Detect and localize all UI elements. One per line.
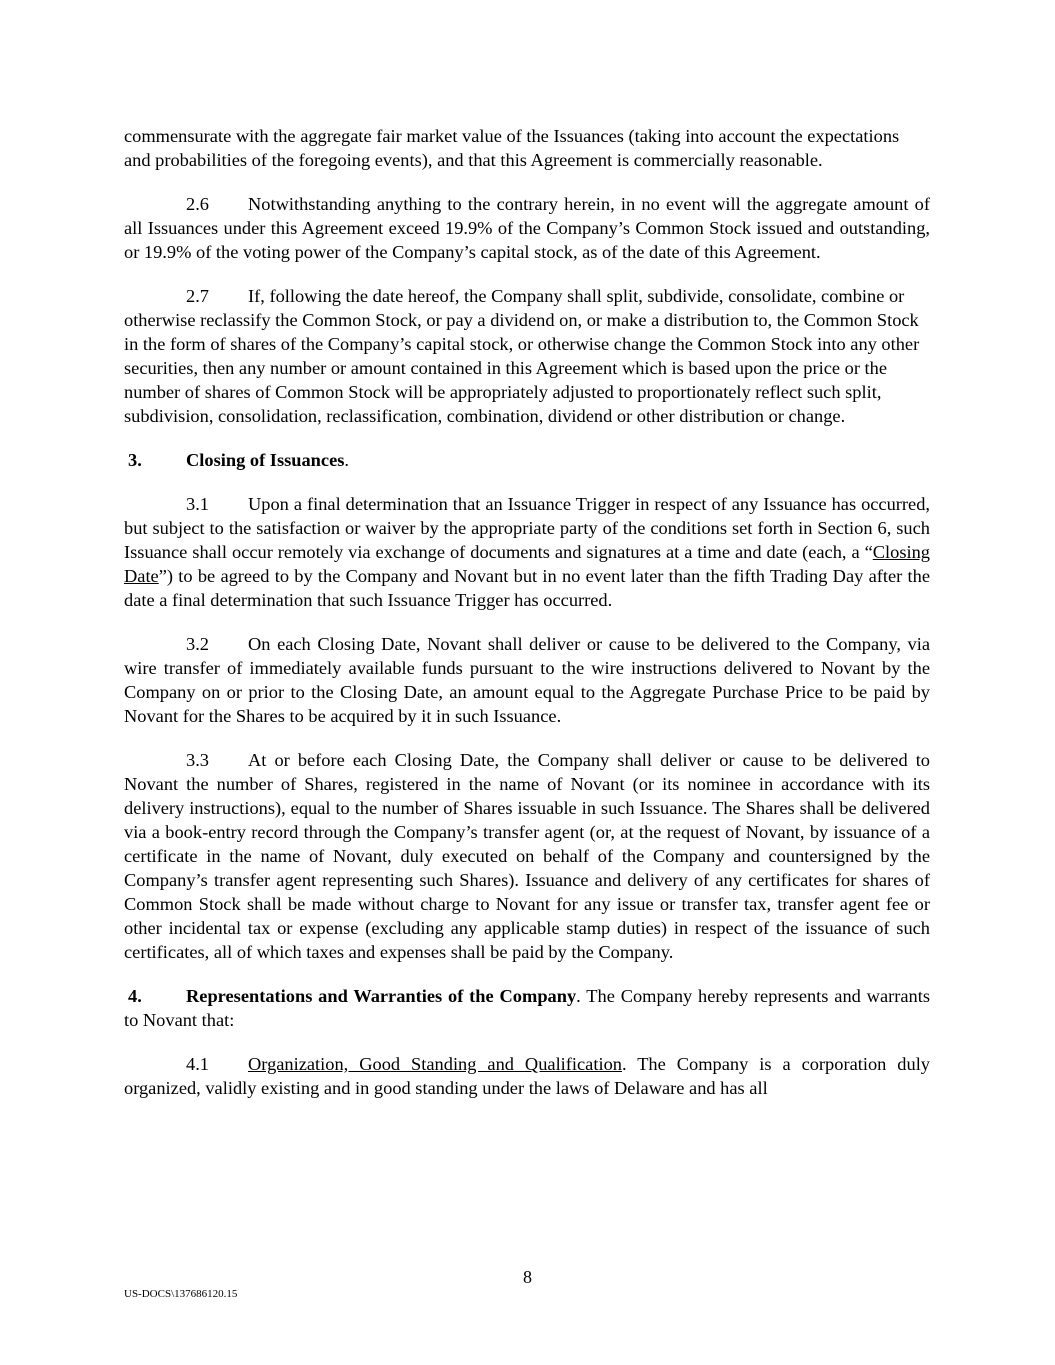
section-number: 4.	[128, 986, 142, 1006]
paragraph-3-2	[124, 632, 930, 728]
paragraph-text: Upon a final determination that an Issuance Trigger in respect of any Issuance has occurred, but subject to the satisfaction or waiver by the appropriate party of the conditions set forth in Section 6, such Issuance shall occur remotely via exchange of documents and signatures at a time and date (each, a “	[124, 494, 930, 562]
paragraph-text-cont: ”) to be agreed to by the Company and Novant but in no event later than the fifth Trading Day after the date a final determination that such Issuance Trigger has occurred.	[124, 566, 930, 610]
section-number: 2.7	[186, 286, 209, 306]
paragraph-text: . The Company is a corporation duly organized, validly existing and in good standing under the laws of Delaware and has all	[124, 1054, 931, 1098]
page-number: 8	[523, 1267, 532, 1287]
document-id-footer: US-DOCS\137686120.15	[124, 1288, 238, 1300]
section-heading-3	[124, 448, 930, 472]
paragraph-text: If, following the date hereof, the Company shall split, subdivide, consolidate, combine or otherwise reclassify the Common Stock, or pay a dividend on, or make a distribution to, the Common Stock in the form of shares of the Company’s capital stock, or otherwise change the Common Stock into any other securities, then any number or amount contained in this Agreement which is based upon the price or the number of shares of Common Stock will be appropriately adjusted to proportionately reflect such split, subdivision, consolidation, reclassification, combination, dividend or other distribution or change.	[124, 286, 920, 426]
subsection-title: Organization, Good Standing and Qualification	[248, 1054, 622, 1074]
section-title: Closing of Issuances	[186, 450, 345, 470]
section-intro-text: . The Company hereby represents and warrants to Novant that:	[124, 986, 930, 1030]
defined-term-closing-date: Closing Date	[124, 542, 930, 586]
paragraph-2-6	[124, 192, 930, 264]
section-number: 3.1	[186, 494, 209, 514]
section-number: 2.6	[186, 194, 209, 214]
paragraph-text: On each Closing Date, Novant shall deliver or cause to be delivered to the Company, via wire transfer of immediately available funds pursuant to the wire instructions delivered to Novant by the Company on or prior to the Closing Date, an amount equal to the Aggregate Purchase Price to be paid by Novant for the Shares to be acquired by it in such Issuance.	[124, 634, 930, 726]
paragraph-4-1	[124, 1052, 930, 1100]
paragraph-text: Notwithstanding anything to the contrary herein, in no event will the aggregate amount of all Issuances under this Agreement exceed 19.9% of the Company’s Common Stock issued and outstanding, or 19.9% of the voting power of the Company’s capital stock, as of the date of this Agreement.	[124, 194, 930, 262]
paragraph-2-7	[124, 284, 930, 428]
section-title: Representations and Warranties of the Company	[186, 986, 577, 1006]
paragraph-text: At or before each Closing Date, the Company shall deliver or cause to be delivered to Novant the number of Shares, registered in the name of Novant (or its nominee in accordance with its delivery instructions), equal to the number of Shares issuable in such Issuance. The Shares shall be delivered via a book-entry record through the Company’s transfer agent (or, at the request of Novant, by issuance of a certificate in the name of Novant, duly executed on behalf of the Company and countersigned by the Company’s transfer agent representing such Shares). Issuance and delivery of any certificates for shares of Common Stock shall be made without charge to Novant for any issue or transfer tax, transfer agent fee or other incidental tax or expense (excluding any applicable stamp duties) in respect of the issuance of such certificates, all of which taxes and expenses shall be paid by the Company.	[124, 750, 930, 962]
section-heading-4	[124, 984, 930, 1032]
section-title-suffix: .	[344, 450, 350, 470]
page-body	[124, 124, 930, 1120]
paragraph-continuation: commensurate with the aggregate fair market value of the Issuances (taking into account the expectations and probabilities of the foregoing events), and that this Agreement is commercially reasonable.	[124, 126, 900, 170]
section-number: 3.2	[186, 634, 209, 654]
section-number: 3.	[128, 450, 142, 470]
section-number: 3.3	[186, 750, 209, 770]
paragraph-3-3	[124, 748, 930, 964]
paragraph-3-1	[124, 492, 930, 612]
section-number: 4.1	[186, 1054, 209, 1074]
